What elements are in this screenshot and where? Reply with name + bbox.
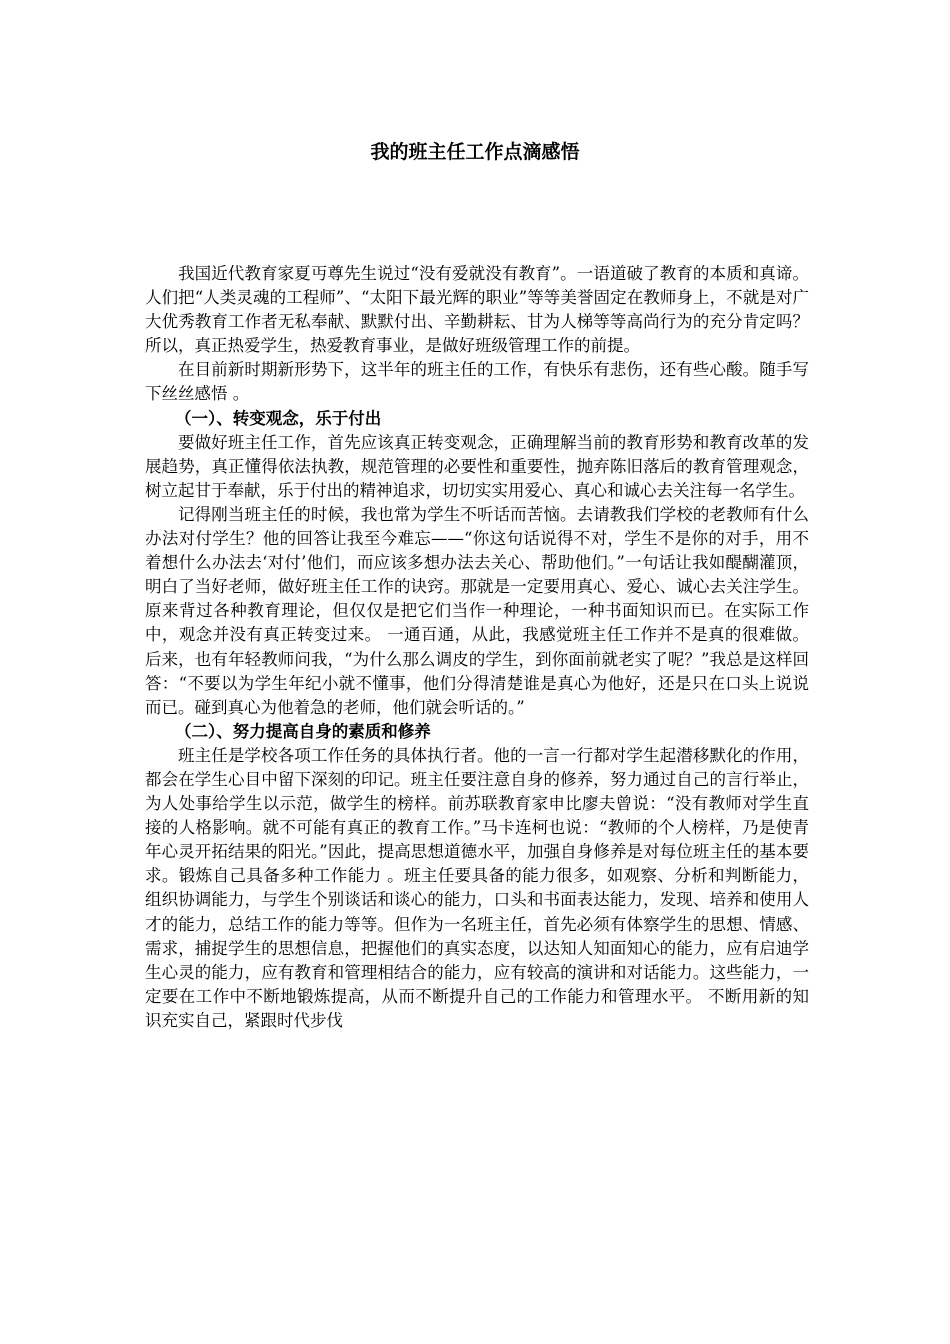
document-title: 我的班主任工作点滴感悟 xyxy=(370,141,580,163)
document-body xyxy=(145,262,809,1033)
paragraph-section1-b: 记得刚当班主任的时候，我也常为学生不听话而苦恼。去请教我们学校的老教师有什么办法对付学生？他的回答让我至今难忘——“你这句话说得不对，学生不是你的对手，用不着想什么办法去‘对付’他们，而应该多想办法去关心、帮助他们。”一句话让我如醍醐灌顶，明白了当好老师，做好班主任工作的诀窍。那就是一定要用真心、爱心、诚心去关注学生。原来背过各种教育理论，但仅仅是把它们当作一种理论，一种书面知识而已。在实际工作中，观念并没有真正转变过来。 一通百通，从此，我感觉班主任工作并不是真的很难做。后来，也有年轻教师问我，“为什么那么调皮的学生，到你面前就老实了呢？”我总是这样回答：“不要以为学生年纪小就不懂事，他们分得清楚谁是真心为他好，还是只在口头上说说而已。碰到真心为他着急的老师，他们就会听话的。” xyxy=(145,504,809,717)
paragraph-section2: 班主任是学校各项工作任务的具体执行者。他的一言一行都对学生起潜移默化的作用，都会在学生心目中留下深刻的印记。班主任要注意自身的修养，努力通过自己的言行举止，为人处事给学生以示范，做学生的榜样。前苏联教育家申比廖夫曾说：“没有教师对学生直接的人格影响。就不可能有真正的教育工作。”马卡连柯也说：“教师的个人榜样，乃是使青年心灵开拓结果的阳光。”因此，提高思想道德水平，加强自身修养是对每位班主任的基本要求。锻炼自己具备多种工作能力 。班主任要具备的能力很多，如观察、分析和判断能力，组织协调能力，与学生个别谈话和谈心的能力，口头和书面表达能力，发现、培养和使用人才的能力，总结工作的能力等等。但作为一名班主任，首先必须有体察学生的思想、情感、需求，捕捉学生的思想信息，把握他们的真实态度，以达知人知面知心的能力，应有启迪学生心灵的能力，应有教育和管理相结合的能力，应有较高的演讲和对话能力。这些能力，一定要在工作中不断地锻炼提高，从而不断提升自己的工作能力和管理水平。 不断用新的知识充实自己，紧跟时代步伐 xyxy=(145,745,809,1030)
paragraph-section1-a: 要做好班主任工作，首先应该真正转变观念，正确理解当前的教育形势和教育改革的发展趋势，真正懂得依法执教，规范管理的必要性和重要性，抛弃陈旧落后的教育管理观念，树立起甘于奉献，乐于付出的精神追求，切切实实用爱心、真心和诚心去关注每一名学生。 xyxy=(145,432,809,500)
paragraph-context: 在目前新时期新形势下，这半年的班主任的工作，有快乐有悲伤，还有些心酸。随手写下丝丝感悟 。 xyxy=(145,360,809,404)
section-heading-1: （一）、转变观念，乐于付出 xyxy=(175,408,382,428)
section-heading-2: （二）、努力提高自身的素质和修养 xyxy=(175,721,431,741)
paragraph-intro: 我国近代教育家夏丏尊先生说过“没有爱就没有教育”。一语道破了教育的本质和真谛。人们把“人类灵魂的工程师”、“太阳下最光辉的职业”等等美誉固定在教师身上，不就是对广大优秀教育工作者无私奉献、默默付出、辛勤耕耘、甘为人梯等等高尚行为的充分肯定吗？ 所以，真正热爱学生，热爱教育事业，是做好班级管理工作的前提。 xyxy=(145,264,809,356)
